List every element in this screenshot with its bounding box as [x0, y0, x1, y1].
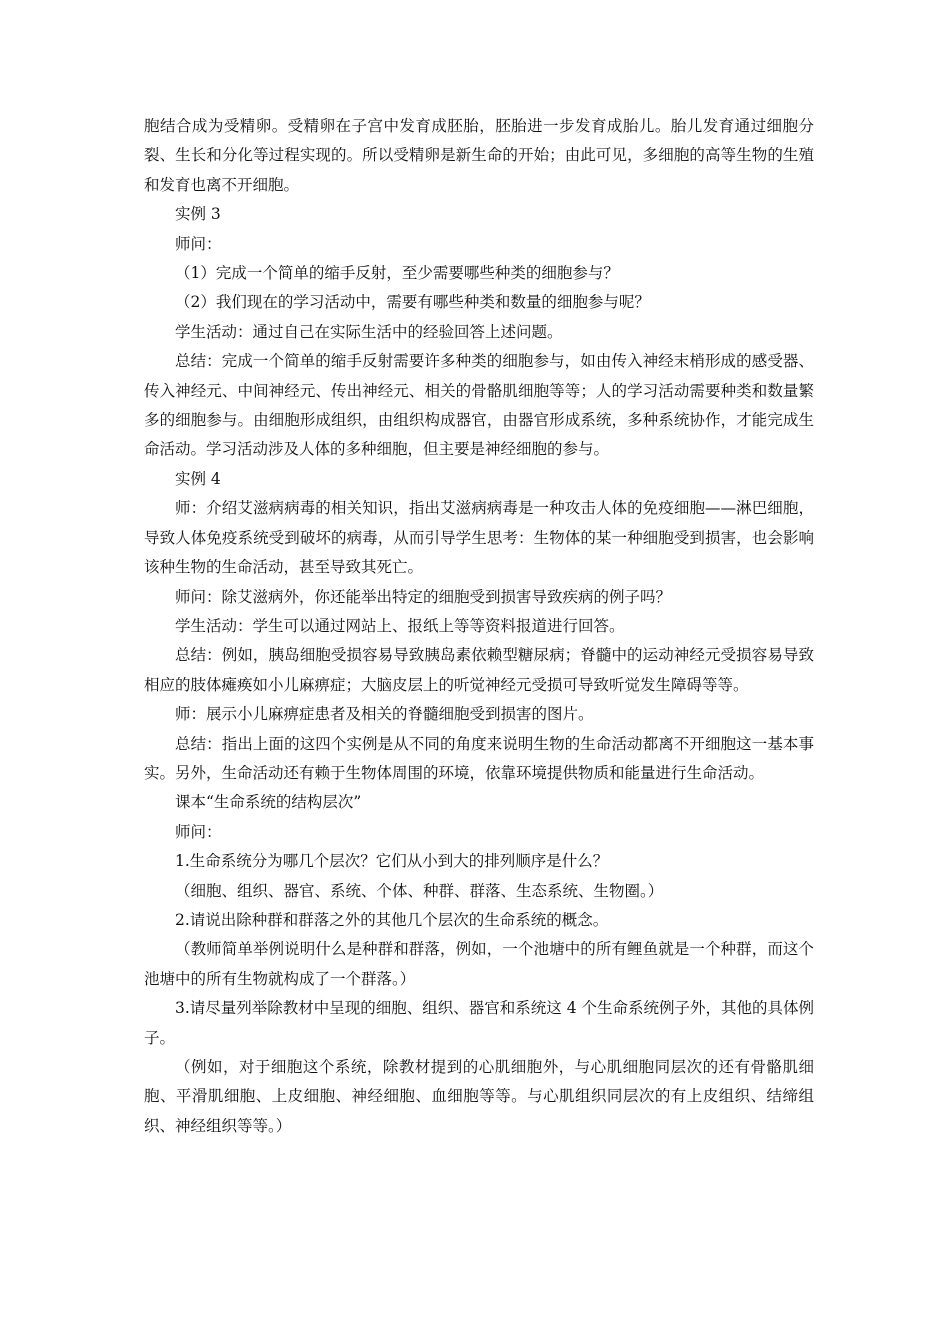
question-item: （2）我们现在的学习活动中，需要有哪些种类和数量的细胞参与呢？ [175, 293, 650, 312]
student-activity: 学生活动：学生可以通过网站上、报纸上等等资料报道进行回答。 [175, 616, 625, 635]
teacher-question: 师问：除艾滋病外，你还能举出特定的细胞受到损害导致疾病的例子吗？ [175, 587, 672, 606]
section-heading: 课本“生命系统的结构层次” [175, 793, 362, 812]
summary-paragraph: 总结：完成一个简单的缩手反射需要许多种类的细胞参与，如由传入神经末梢形成的感受器、传入神经元、中间神经元、传出神经元、相关的骨骼肌细胞等等；人的学习活动需要种类和数量繁多的细胞参与。由细胞形成组织，由组织构成器官，由器官形成系统，多种系统协作，才能完成生命活动。学习活动涉及人体的多种细胞，但主要是神经细胞的参与。 [144, 352, 814, 459]
teacher-paragraph: 师：介绍艾滋病病毒的相关知识，指出艾滋病病毒是一种攻击人体的免疫细胞——淋巴细胞，导致人体免疫系统受到破坏的病毒，从而引导学生思考：生物体的某一种细胞受到损害，也会影响该种生物的生命活动，甚至导致其死亡。 [144, 499, 814, 577]
answer-note: （细胞、组织、器官、系统、个体、种群、群落、生态系统、生物圈。） [175, 881, 664, 900]
paragraph: 胞结合成为受精卵。受精卵在子宫中发育成胚胎，胚胎进一步发育成胎儿。胎儿发育通过细胞分裂、生长和分化等过程实现的。所以受精卵是新生命的开始；由此可见，多细胞的高等生物的生殖和发育也离不开细胞。 [144, 117, 814, 194]
summary-paragraph: 总结：例如，胰岛细胞受损容易导致胰岛素依赖型糖尿病；脊髓中的运动神经元受损容易导致相应的肢体瘫痪如小儿麻痹症；大脑皮层上的听觉神经元受损可导致听觉发生障碍等等。 [144, 646, 814, 694]
teacher-question-label: 师问： [175, 234, 222, 253]
answer-note: （例如，对于细胞这个系统，除教材提到的心肌细胞外，与心肌细胞同层次的还有骨骼肌细胞、平滑肌细胞、上皮细胞、神经细胞、血细胞等等。与心肌组织同层次的有上皮组织、结缔组织、神经组织等等。） [144, 1058, 814, 1135]
student-activity: 学生活动：通过自己在实际生活中的经验回答上述问题。 [175, 322, 563, 341]
numbered-question: 3.请尽量列举除教材中呈现的细胞、组织、器官和系统这 4 个生命系统例子外，其他的具体例子。 [144, 999, 815, 1047]
answer-note: （教师简单举例说明什么是种群和群落，例如，一个池塘中的所有鲤鱼就是一个种群，而这个池塘中的所有生物就构成了一个群落。） [144, 940, 814, 988]
summary-paragraph: 总结：指出上面的这四个实例是从不同的角度来说明生物的生命活动都离不开细胞这一基本事实。另外，生命活动还有赖于生物体周围的环境，依靠环境提供物质和能量进行生命活动。 [144, 734, 814, 782]
teacher-question-label: 师问： [175, 822, 222, 841]
question-item: （1）完成一个简单的缩手反射，至少需要哪些种类的细胞参与？ [175, 264, 619, 283]
numbered-question: 2.请说出除种群和群落之外的其他几个层次的生命系统的概念。 [175, 910, 609, 929]
example-heading: 实例 4 [175, 469, 221, 488]
numbered-question: 1.生命系统分为哪几个层次？它们从小到大的排列顺序是什么？ [175, 852, 609, 871]
example-heading: 实例 3 [175, 205, 221, 224]
teacher-paragraph: 师：展示小儿麻痹症患者及相关的脊髓细胞受到损害的图片。 [175, 705, 594, 724]
document-page [144, 112, 814, 1141]
